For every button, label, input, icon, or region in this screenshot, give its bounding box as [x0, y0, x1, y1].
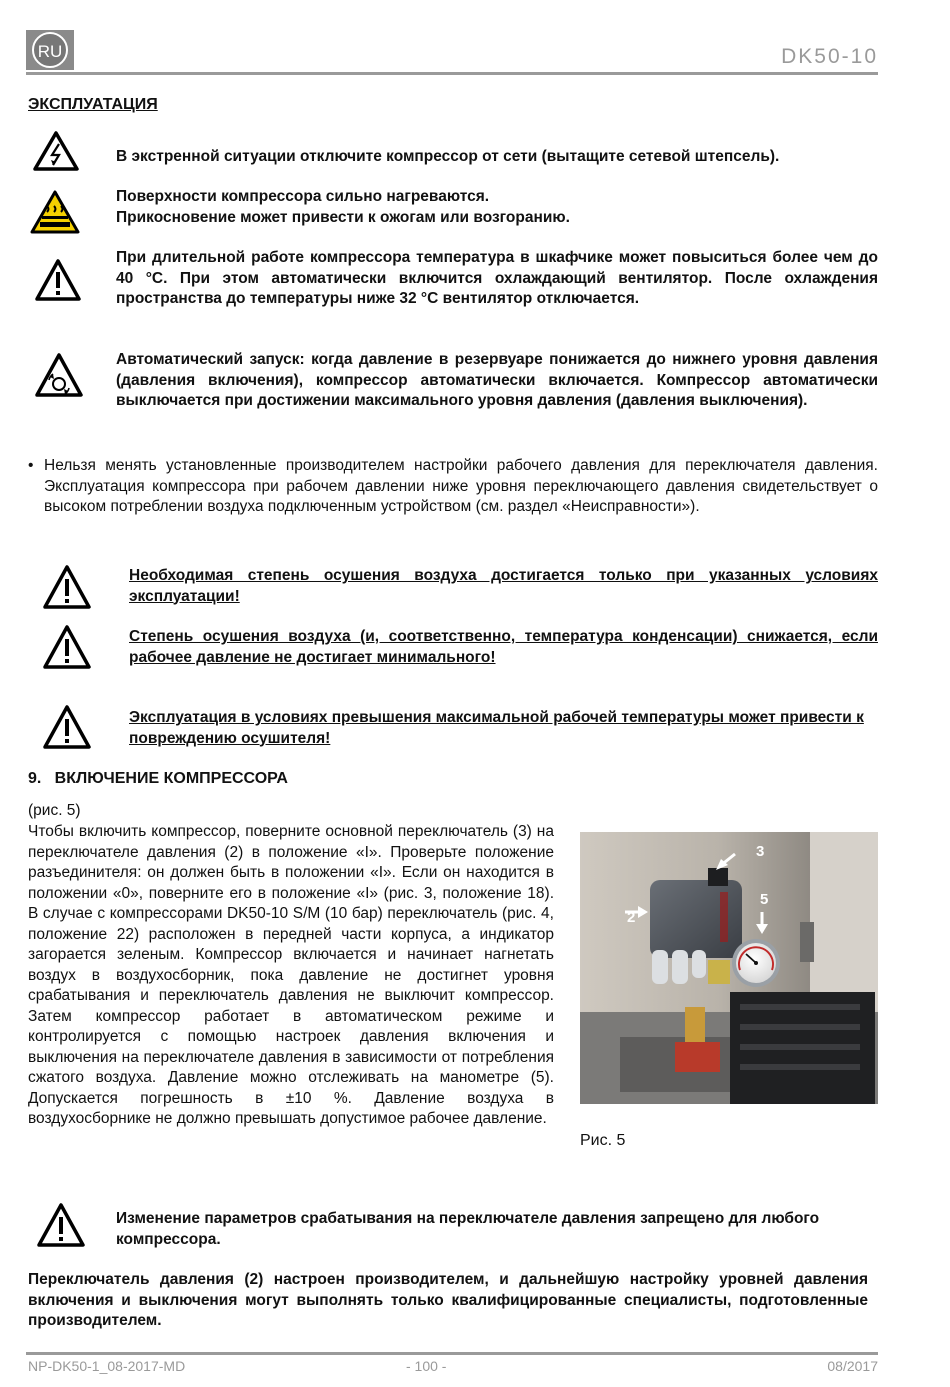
- bullet-dot: •: [28, 457, 34, 474]
- auto-start-icon: [34, 352, 84, 403]
- electric-shock-icon: [32, 130, 80, 177]
- warning-emergency-text: В экстренной ситуации отключите компрессор от сети (вытащите сетевой штепсель).: [116, 148, 780, 165]
- language-badge-text: RU: [37, 42, 63, 61]
- warning-dryer-conditions-text: Необходимая степень осушения воздуха достигается только при указанных условиях эксплуатации!: [129, 567, 878, 605]
- figure-5-photo: [580, 832, 878, 1104]
- section-9-title: 9. ВКЛЮЧЕНИЕ КОМПРЕССОРА: [28, 770, 288, 787]
- hot-surface-icon: [30, 190, 80, 239]
- warning-icon: [42, 564, 92, 615]
- page-number: - 100 -: [406, 1358, 447, 1374]
- figure-label-5: 5: [760, 891, 769, 908]
- figure-label-3: 3: [756, 843, 765, 860]
- warning-hot-surface-line-2: Прикосновение может привести к ожогам или возгоранию.: [116, 208, 570, 226]
- warning-auto-start-text: Автоматический запуск: когда давление в резервуаре понижается до нижнего уровня давления (давления включения), компрессор автоматически включается. Компрессор автоматически выключается при достижении максимального уровня давления (давления выключения).: [116, 351, 878, 409]
- footer-divider: [26, 1352, 878, 1355]
- settings-bullet: [28, 456, 878, 518]
- warning-dryer-temperature-text: Эксплуатация в условиях превышения максимальной рабочей температуры может привести к повреждению осушителя!: [129, 709, 864, 747]
- document-code: DK50-10: [781, 45, 878, 68]
- figure-caption: Рис. 5: [580, 1132, 626, 1149]
- warning-temperature-text: При длительной работе компрессора температура в шкафчике может повыситься более чем до 40 °C. При этом автоматически включится охлаждающий вентилятор. После охлаждения пространства до температуры ниже 32 °C вентилятор отключается.: [116, 249, 878, 307]
- warning-pressure-switch-text: Изменение параметров срабатывания на переключателе давления запрещено для любого компрессора.: [116, 1210, 820, 1248]
- final-paragraph: Переключатель давления (2) настроен производителем, и дальнейшую настройку уровней давления включения и выключения могут выполнять только квалифицированные специалисты, подготовленные производителем.: [28, 1271, 868, 1329]
- figure-reference: (рис. 5): [28, 802, 81, 819]
- warning-icon: [42, 704, 92, 755]
- warning-dryer-pressure-text: Степень осушения воздуха (и, соответственно, температура конденсации) снижается, если рабочее давление не достигает минимального!: [129, 628, 878, 666]
- warning-hot-surface-text: [116, 187, 878, 228]
- section-9-body: Чтобы включить компрессор, поверните основной переключатель (3) на переключателе давления (2) в положение «I». Проверьте положение разъединителя: он должен быть в положении «I». Если он находится в положении «0», поверните его в положение «I» (рис. 3, положение 18). В случае с компрессорами DK50-10 S/M (10 бар) переключатель (рис. 4, положение 22) расположен в передней части корпуса, а индикатор загорается зеленым. Компрессор включается и начинает нагнетать воздух в воздухосборник, пока давление не достигнет уровня срабатывания и переключатель давления не выключит компрессор. Затем компрессор работает в автоматическом режиме и контролируется с помощью настроек давления включения и выключения на переключателе давления в зависимости от потребления сжатого воздуха. Давление можно отслеживать на манометре (5). Допускается погрешность в ±10 %. Давление воздуха в воздухосборнике не должно превышать допустимое рабочее давление.: [28, 823, 554, 1127]
- settings-bullet-text: Нельзя менять установленные производителем настройки рабочего давления для переключателя давления. Эксплуатация компрессора при рабочем давлении ниже уровня переключающего давления свидетельствует о высоком потреблении воздуха подключенным устройством (см. раздел «Неисправности»).: [44, 457, 878, 515]
- warning-hot-surface-line-1: Поверхности компрессора сильно нагреваются.: [116, 188, 490, 205]
- header-divider: [26, 72, 878, 75]
- warning-icon: [34, 258, 82, 307]
- language-badge: [26, 30, 74, 70]
- figure-label-2: 2: [627, 909, 636, 926]
- warning-icon: [36, 1202, 86, 1253]
- warning-icon: [42, 624, 92, 675]
- section-title: ЭКСПЛУАТАЦИЯ: [28, 96, 158, 113]
- footer-doc-number: NP-DK50-1_08-2017-MD: [28, 1358, 186, 1374]
- footer-date: 08/2017: [827, 1358, 878, 1374]
